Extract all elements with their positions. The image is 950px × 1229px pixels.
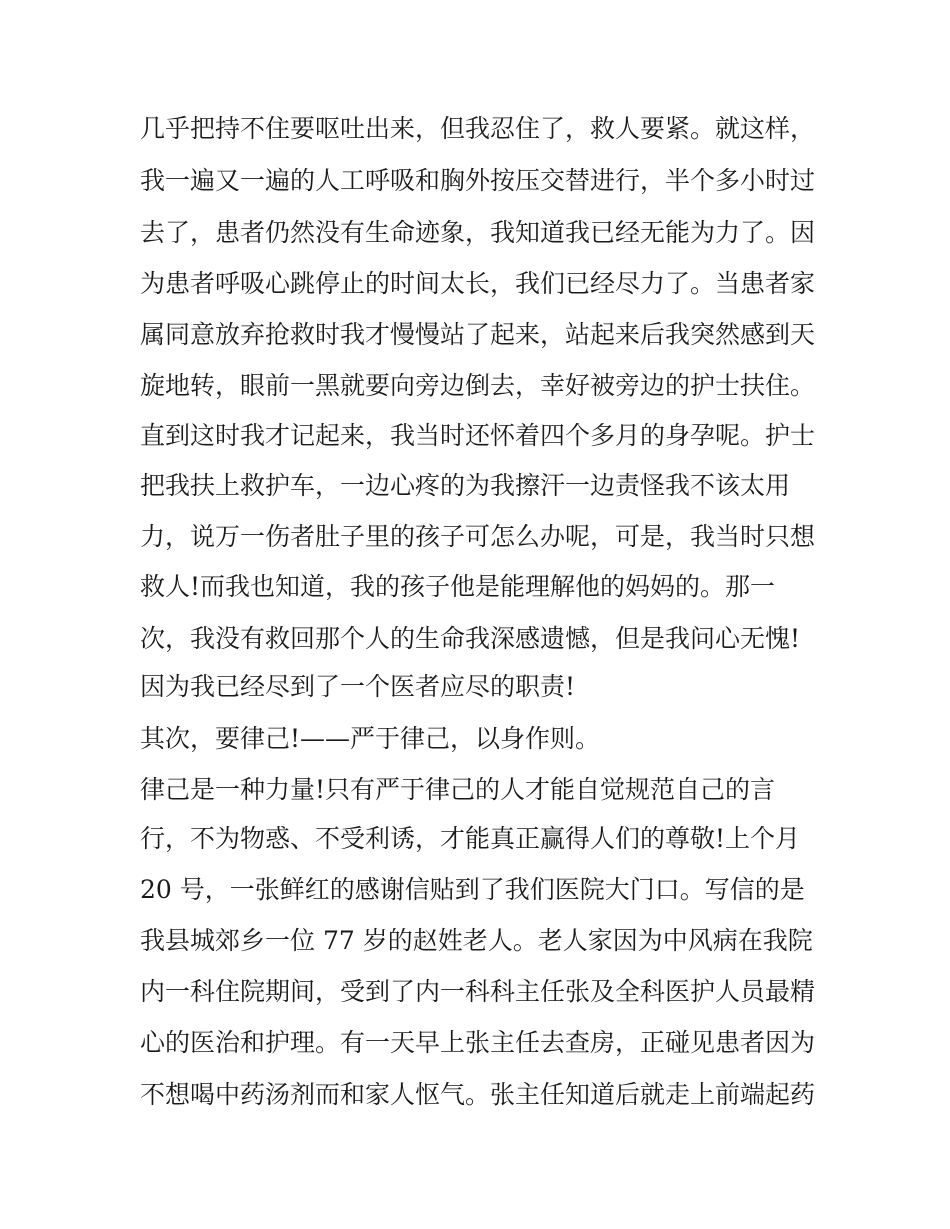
- text-line: 为患者呼吸心跳停止的时间太长，我们已经尽力了。当患者家: [140, 269, 816, 298]
- text-line: 20 号，一张鲜红的感谢信贴到了我们医院大门口。写信的是: [140, 875, 805, 904]
- text-line: 几乎把持不住要呕吐出来，但我忍住了，救人要紧。就这样，: [140, 114, 816, 143]
- text-line: 旋地转，眼前一黑就要向旁边倒去，幸好被旁边的护士扶住。: [140, 371, 816, 400]
- text-line: 救人!而我也知道，我的孩子他是能理解他的妈妈的。那一: [140, 572, 776, 601]
- text-line: 我一遍又一遍的人工呼吸和胸外按压交替进行，半个多小时过: [140, 166, 816, 195]
- text-line: 内一科住院期间，受到了内一科科主任张及全科医护人员最精: [140, 977, 816, 1006]
- text-line: 因为我已经尽到了一个医者应尽的职责!: [140, 672, 576, 701]
- text-line: 去了，患者仍然没有生命迹象，我知道我已经无能为力了。因: [140, 218, 816, 247]
- text-line: 直到这时我才记起来，我当时还怀着四个多月的身孕呢。护士: [140, 421, 816, 450]
- text-line: 心的医治和护理。有一天早上张主任去查房，正碰见患者因为: [140, 1028, 816, 1057]
- text-line: 行，不为物惑、不受利诱，才能真正赢得人们的尊敬!上个月: [140, 824, 801, 853]
- text-line: 我县城郊乡一位 77 岁的赵姓老人。老人家因为中风病在我院: [140, 926, 813, 955]
- text-line: 把我扶上救护车，一边心疼的为我擦汗一边责怪我不该太用: [140, 471, 791, 500]
- text-line: 次，我没有救回那个人的生命我深感遗憾，但是我问心无愧!: [140, 624, 801, 653]
- text-line: 律己是一种力量!只有严于律己的人才能自觉规范自己的言: [140, 775, 776, 804]
- text-line: 其次，要律己!——严于律己，以身作则。: [140, 724, 601, 753]
- text-line: 力，说万一伤者肚子里的孩子可怎么办呢，可是，我当时只想: [140, 522, 816, 551]
- text-line: 属同意放弃抢救时我才慢慢站了起来，站起来后我突然感到天: [140, 320, 816, 349]
- text-line: 不想喝中药汤剂而和家人怄气。张主任知道后就走上前端起药: [140, 1080, 816, 1109]
